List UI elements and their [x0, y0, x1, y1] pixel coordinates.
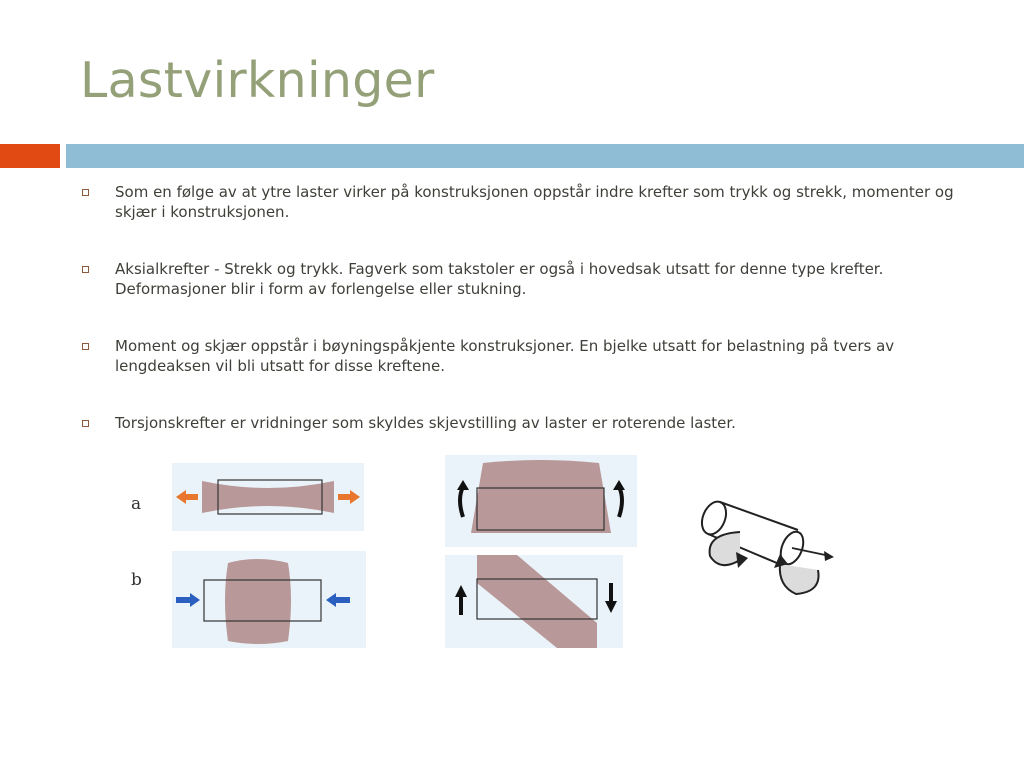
bullet-text: Torsjonskrefter er vridninger som skyldes skjevstilling av laster er roterende laster.	[115, 414, 736, 432]
torsion-diagram	[700, 488, 840, 606]
accent-bar-blue	[66, 144, 1024, 168]
bullet-list	[80, 183, 980, 472]
bullet-item	[80, 337, 980, 376]
bullet-square-icon	[82, 420, 89, 427]
compression-diagram	[172, 551, 366, 648]
bullet-square-icon	[82, 266, 89, 273]
figure-label-b: b	[131, 570, 142, 590]
bullet-text: Som en følge av at ytre laster virker på konstruksjonen oppstår indre krefter som trykk og strekk, momenter og skjær i konstruksjonen.	[115, 183, 954, 221]
bullet-item	[80, 260, 980, 299]
moment-diagram	[445, 455, 637, 547]
bullet-item	[80, 183, 980, 222]
bullet-square-icon	[82, 189, 89, 196]
tension-diagram	[172, 463, 364, 531]
bullet-text: Moment og skjær oppstår i bøyningspåkjente konstruksjoner. En bjelke utsatt for belastning på tvers av lengdeaksen vil bli utsatt for disse kreftene.	[115, 337, 895, 375]
bullet-text: Aksialkrefter - Strekk og trykk. Fagverk som takstoler er også i hovedsak utsatt for denne type krefter. Deformasjoner blir i form av forlengelse eller stukning.	[115, 260, 884, 298]
figure-label-a: a	[131, 494, 142, 514]
bullet-item	[80, 414, 980, 434]
accent-bar-orange	[0, 144, 60, 168]
shear-diagram	[445, 555, 623, 648]
bullet-square-icon	[82, 343, 89, 350]
slide-title: Lastvirkninger	[80, 52, 435, 109]
